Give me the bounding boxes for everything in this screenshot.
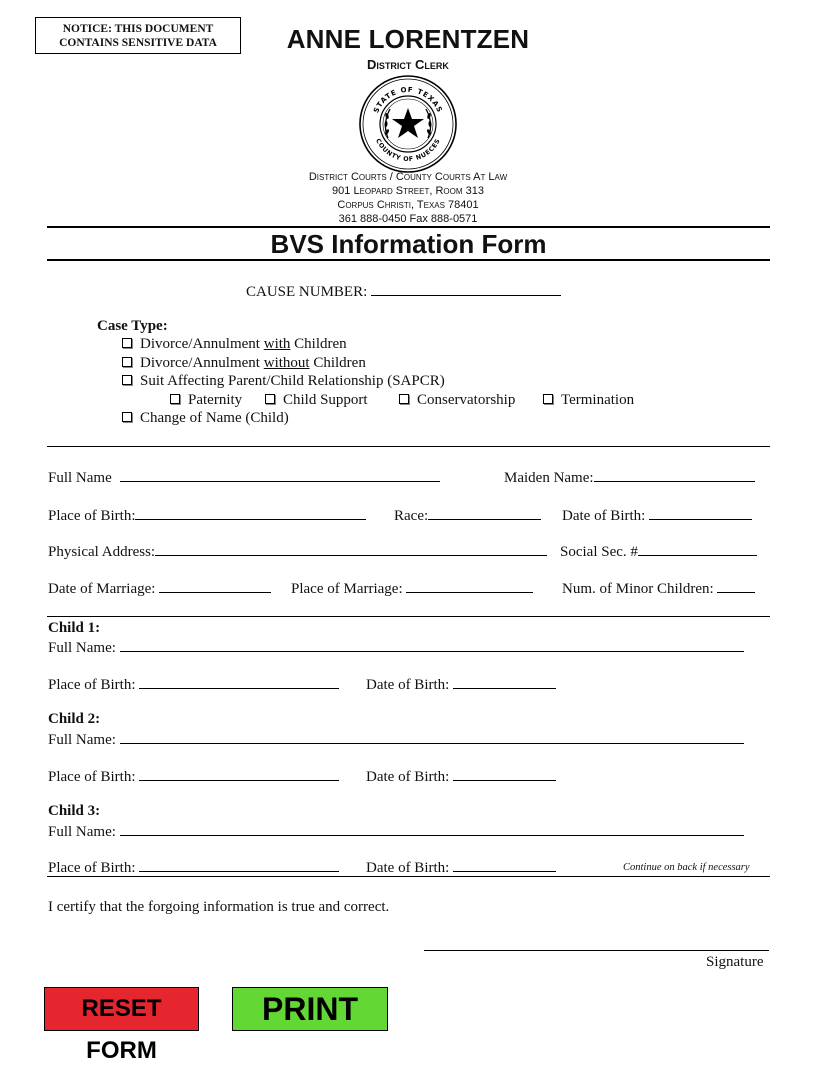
case-type-label: Case Type: (97, 318, 168, 334)
cause-number-row (246, 282, 561, 301)
full-name-row (48, 468, 440, 487)
child-date-of-birth-label: Date of Birth: (366, 677, 450, 693)
child-2-place-of-birth-field[interactable] (139, 767, 339, 781)
child-1-full-name-row (48, 638, 744, 657)
physical-address-field[interactable] (155, 542, 547, 556)
date-of-marriage-row (48, 579, 271, 598)
child-full-name-label: Full Name: (48, 732, 116, 748)
place-of-marriage-label: Place of Marriage: (291, 581, 403, 597)
child-1-date-of-birth-row (366, 675, 556, 694)
maiden-name-row (504, 468, 755, 487)
child-2-heading: Child 2: (48, 711, 101, 727)
child-3-place-of-birth-row (48, 858, 339, 877)
date-of-marriage-label: Date of Marriage: (48, 581, 156, 597)
sapcr-termination: Termination (543, 392, 634, 409)
clerk-name: ANNE LORENTZEN (286, 24, 530, 54)
conservatorship-checkbox[interactable] (399, 394, 409, 404)
paternity-checkbox[interactable] (170, 394, 180, 404)
child-3-date-of-birth-field[interactable] (453, 858, 556, 872)
place-of-birth-label: Place of Birth: (48, 508, 136, 524)
child-3-place-of-birth-field[interactable] (139, 858, 339, 872)
date-of-birth-row (562, 506, 752, 525)
divorce-without-children-checkbox[interactable] (122, 357, 132, 367)
child-1-heading: Child 1: (48, 620, 101, 636)
child-1-full-name-field[interactable] (120, 638, 744, 652)
case-type-divorce-with: Divorce/Annulment with Children (122, 336, 347, 353)
place-of-marriage-field[interactable] (406, 579, 533, 593)
date-of-birth-label: Date of Birth: (562, 508, 646, 524)
num-minor-children-label: Num. of Minor Children: (562, 581, 714, 597)
social-sec-field[interactable] (638, 542, 757, 556)
divider (47, 876, 770, 877)
signature-label: Signature (706, 954, 764, 970)
sapcr-child-support: Child Support (265, 392, 368, 409)
child-date-of-birth-label: Date of Birth: (366, 860, 450, 876)
sapcr-conservatorship: Conservatorship (399, 392, 515, 409)
clerk-title: District Clerk (367, 57, 449, 72)
race-field[interactable] (428, 506, 541, 520)
num-minor-children-field[interactable] (717, 579, 755, 593)
change-of-name-checkbox[interactable] (122, 412, 132, 422)
divider (47, 446, 770, 447)
child-2-full-name-field[interactable] (120, 730, 744, 744)
continue-note: Continue on back if necessary (623, 862, 750, 873)
child-date-of-birth-label: Date of Birth: (366, 769, 450, 785)
sapcr-paternity: Paternity (170, 392, 242, 409)
divorce-with-children-checkbox[interactable] (122, 338, 132, 348)
cause-number-label: CAUSE NUMBER: (246, 284, 368, 300)
child-full-name-label: Full Name: (48, 824, 116, 840)
svg-text:STATE OF TEXAS: STATE OF TEXAS (372, 85, 444, 115)
sapcr-checkbox[interactable] (122, 375, 132, 385)
child-place-of-birth-label: Place of Birth: (48, 769, 136, 785)
child-3-heading: Child 3: (48, 803, 101, 819)
certification-text: I certify that the forgoing information is true and correct. (48, 899, 390, 915)
date-of-marriage-field[interactable] (159, 579, 271, 593)
case-type-divorce-without: Divorce/Annulment without Children (122, 355, 366, 372)
place-of-marriage-row (291, 579, 533, 598)
child-1-date-of-birth-field[interactable] (453, 675, 556, 689)
divider (47, 259, 770, 261)
divider (47, 226, 770, 228)
case-type-change-of-name: Change of Name (Child) (122, 410, 289, 427)
full-name-field[interactable] (120, 468, 440, 482)
divider (47, 616, 770, 617)
child-2-full-name-row (48, 730, 744, 749)
social-sec-row (560, 542, 757, 561)
child-3-full-name-field[interactable] (120, 822, 744, 836)
notice-line-2: CONTAINS SENSITIVE DATA (59, 37, 217, 49)
child-3-full-name-row (48, 822, 744, 841)
child-2-place-of-birth-row (48, 767, 339, 786)
physical-address-label: Physical Address: (48, 544, 156, 560)
sensitive-data-notice (35, 17, 241, 54)
cause-number-field[interactable] (371, 282, 561, 296)
maiden-name-label: Maiden Name: (504, 470, 594, 486)
race-label: Race: (394, 508, 429, 524)
place-of-birth-row (48, 506, 366, 525)
case-type-sapcr: Suit Affecting Parent/Child Relationship (SAPCR) (122, 373, 445, 390)
notice-line-1: NOTICE: THIS DOCUMENT (62, 23, 214, 35)
print-button[interactable]: PRINT (232, 987, 388, 1031)
signature-line[interactable] (424, 950, 769, 951)
form-title: BVS Information Form (270, 229, 547, 259)
child-full-name-label: Full Name: (48, 640, 116, 656)
address-line-1: District Courts / County Courts At Law (308, 171, 508, 183)
address-phone: 361 888-0450 Fax 888-0571 (338, 213, 478, 225)
child-2-date-of-birth-field[interactable] (453, 767, 556, 781)
date-of-birth-field[interactable] (649, 506, 752, 520)
child-place-of-birth-label: Place of Birth: (48, 677, 136, 693)
place-of-birth-field[interactable] (135, 506, 366, 520)
svg-text:COUNTY OF NUECES: COUNTY OF NUECES (374, 137, 442, 164)
address-line-2: 901 Leopard Street, Room 313 (332, 185, 484, 197)
child-3-date-of-birth-row (366, 858, 556, 877)
maiden-name-field[interactable] (594, 468, 755, 482)
child-support-checkbox[interactable] (265, 394, 275, 404)
child-2-date-of-birth-row (366, 767, 556, 786)
social-sec-label: Social Sec. # (560, 544, 638, 560)
reset-form-button[interactable]: RESET FORM (44, 987, 199, 1031)
race-row (394, 506, 541, 525)
physical-address-row (48, 542, 547, 561)
termination-checkbox[interactable] (543, 394, 553, 404)
address-line-3: Corpus Christi, Texas 78401 (337, 199, 479, 211)
child-place-of-birth-label: Place of Birth: (48, 860, 136, 876)
child-1-place-of-birth-row (48, 675, 339, 694)
child-1-place-of-birth-field[interactable] (139, 675, 339, 689)
county-seal-icon (358, 74, 458, 174)
num-minor-children-row (562, 579, 755, 598)
full-name-label: Full Name (48, 470, 112, 486)
